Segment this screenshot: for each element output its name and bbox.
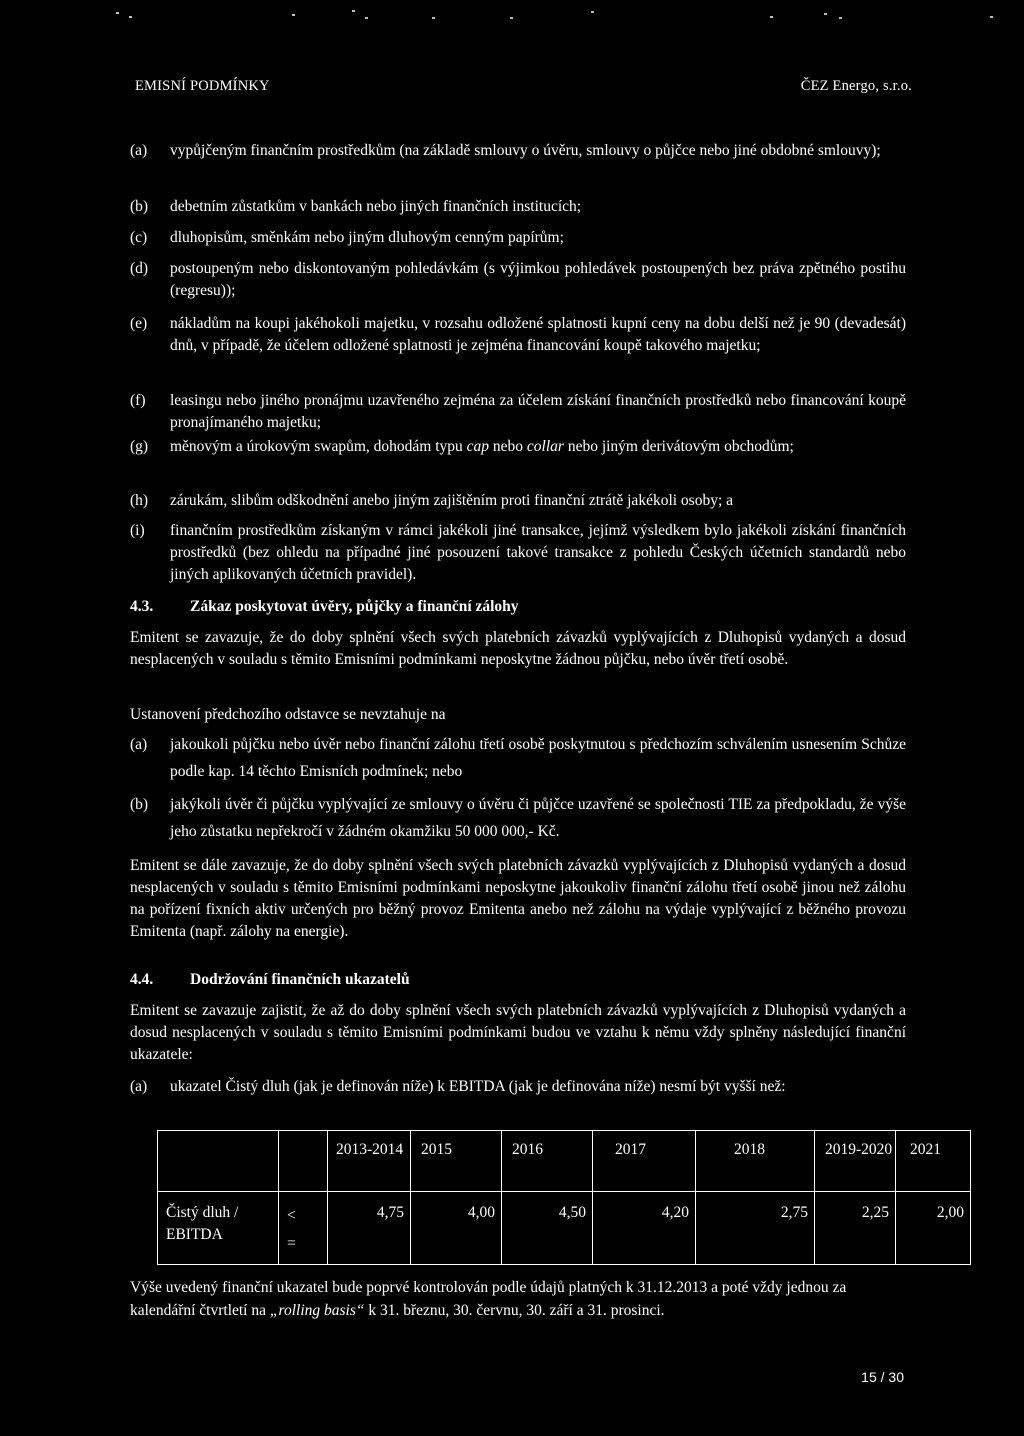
- table-header-cell: 2013-2014: [328, 1131, 411, 1192]
- list-item: [130, 1076, 906, 1098]
- table-value-cell: 2,25: [815, 1192, 896, 1265]
- list-item-text: nákladům na koupi jakéhokoli majetku, v rozsahu odložené splatnosti kupní ceny na dobu delší než je 90 (devadesát) dnů, v případě, že účelem odložené splatnosti je zejména financování koupě takového majetku;: [170, 315, 906, 354]
- list-item-text: ukazatel Čistý dluh (jak je definován níže) k EBITDA (jak je definována níže) nesmí být vyšší než:: [170, 1078, 786, 1095]
- sub-item-text: jakýkoli úvěr či půjčku vyplývající ze smlouvy o úvěru či půjčce uzavřené se společnosti TIE za předpokladu, že výše jeho zůstatku nepřekročí v žádném okamžiku 50 000 000,- Kč.: [170, 796, 906, 840]
- list-item-label: (b): [130, 198, 149, 215]
- list-item-label: (a): [130, 142, 148, 159]
- sub-item-label: (a): [130, 736, 148, 753]
- sub-item: [130, 731, 906, 785]
- page-number: 15 / 30: [861, 1369, 904, 1385]
- document-page: [130, 78, 912, 100]
- section-heading-4-4: [130, 969, 906, 991]
- header-title: EMISNÍ PODMÍNKY: [135, 78, 270, 94]
- list-item-text: leasingu nebo jiného pronájmu uzavřeného zejména za účelem získání finančních prostředků nebo financování koupě pronajímaného majetku;: [170, 392, 906, 431]
- scan-noise: [0, 8, 1024, 28]
- header-company: ČEZ Energo, s.r.o.: [800, 78, 912, 94]
- section-number: 4.4.: [130, 971, 154, 988]
- list-item-text: dluhopisům, směnkám nebo jiným dluhovým cenným papírům;: [170, 229, 564, 246]
- list-item-label: (g): [130, 438, 149, 455]
- section-title: Zákaz poskytovat úvěry, půjčky a finanční zálohy: [190, 598, 519, 615]
- operator-equal: =: [287, 1235, 296, 1252]
- section-heading-4-3: [130, 596, 906, 618]
- table-header-cell: 2016: [502, 1131, 593, 1192]
- sub-item-label: (b): [130, 796, 149, 813]
- list-item: [130, 258, 906, 302]
- table-row: [158, 1192, 971, 1265]
- table-header-cell: 2015: [411, 1131, 502, 1192]
- operator-less: <: [287, 1207, 296, 1224]
- list-item: [130, 490, 906, 512]
- table-header-cell: 2017: [593, 1131, 696, 1192]
- list-item-text: finančním prostředkům získaným v rámci jakékoli jiné transakce, jejímž výsledkem bylo jakékoli získání finančních prostředků (bez ohledu na případné jiné posouzení takové transakce z pohledu Českých účetních standardů nebo jiných aplikovaných účetních pravidel).: [170, 522, 906, 583]
- table-operator-cell: [279, 1192, 328, 1265]
- table-header-cell: 2019-2020: [815, 1131, 896, 1192]
- list-item-text: debetním zůstatkům v bankách nebo jiných finančních institucích;: [170, 198, 582, 215]
- list-item-text: měnovým a úrokovým swapům, dohodám typu cap nebo collar nebo jiným derivátovým obchodům;: [170, 438, 794, 455]
- list-item: [130, 390, 906, 434]
- table-value-cell: 2,75: [696, 1192, 815, 1265]
- page-header: [130, 78, 912, 100]
- list-item: [130, 227, 906, 249]
- list-item-label: (h): [130, 492, 149, 509]
- list-item-text: postoupeným nebo diskontovaným pohledávkám (s výjimkou pohledávek postoupených bez práva zpětného postihu (regresu));: [170, 260, 906, 299]
- list-item-label: (d): [130, 260, 149, 277]
- paragraph: Emitent se zavazuje zajistit, že až do doby splnění všech svých platebních závazků vyplývajících z Dluhopisů vydaných a dosud nesplacených v souladu s těmito Emisními podmínkami budou ve vztahu k němu vždy splněny následující finanční ukazatele:: [130, 1002, 906, 1063]
- list-item-label: (e): [130, 315, 148, 332]
- section-title: Dodržování finančních ukazatelů: [190, 971, 410, 988]
- list-item-label: (c): [130, 229, 148, 246]
- paragraph: Emitent se zavazuje, že do doby splnění všech svých platebních závazků vyplývajících z Dluhopisů vydaných a dosud nesplacených v souladu s těmito Emisními podmínkami neposkytne žádnou půjčku, nebo úvěr třetí osobě.: [130, 629, 906, 668]
- list-item: [130, 140, 906, 162]
- list-item: [130, 196, 906, 218]
- list-item: [130, 436, 906, 458]
- list-item-text: vypůjčeným finančním prostředkům (na základě smlouvy o úvěru, smlouvy o půjčce nebo jiné obdobné smlouvy);: [170, 142, 881, 159]
- table-row-label: Čistý dluh / EBITDA: [158, 1192, 279, 1265]
- table-value-cell: 4,75: [328, 1192, 411, 1265]
- table-cell-empty: [279, 1131, 328, 1192]
- table-header-cell: 2018: [696, 1131, 815, 1192]
- list-item-text: zárukám, slibům odškodnění anebo jiným zajištěním proti finanční ztrátě jakékoli osoby; a: [170, 492, 734, 509]
- paragraph: Ustanovení předchozího odstavce se nevztahuje na: [130, 706, 446, 723]
- list-item: [130, 313, 906, 357]
- table-value-cell: 4,50: [502, 1192, 593, 1265]
- table-header-cell: 2021: [896, 1131, 971, 1192]
- table-value-cell: 4,00: [411, 1192, 502, 1265]
- paragraph: Emitent se dále zavazuje, že do doby splnění všech svých platebních závazků vyplývajících z Dluhopisů vydaných a dosud nesplacených v souladu s těmito Emisními podmínkami neposkytne jakoukoliv finanční zálohu třetí osobě jinou než zálohu na pořízení fixních aktiv určených pro běžný provoz Emitenta anebo než zálohu na výdaje vyplývající z běžného provozu Emitenta (např. zálohy na energie).: [130, 857, 906, 940]
- sub-item: [130, 791, 906, 845]
- financial-ratio-table: [157, 1130, 971, 1265]
- section-number: 4.3.: [130, 598, 154, 615]
- table-value-cell: 4,20: [593, 1192, 696, 1265]
- list-item-label: (i): [130, 522, 145, 539]
- list-item-label: (f): [130, 392, 146, 409]
- sub-item-text: jakoukoli půjčku nebo úvěr nebo finanční zálohu třetí osobě poskytnutou s předchozím schválením usnesením Schůze podle kap. 14 těchto Emisních podmínek; nebo: [170, 736, 906, 780]
- table-row: [158, 1131, 971, 1192]
- footer-note: Výše uvedený finanční ukazatel bude poprvé kontrolován podle údajů platných k 31.12.2013 a poté vždy jednou za kalendářní čtvrtletí na „rolling basis“ k 31. březnu, 30. červnu, 30. září a 31. prosinci.: [130, 1279, 847, 1319]
- table-value-cell: 2,00: [896, 1192, 971, 1265]
- list-item-label: (a): [130, 1078, 148, 1095]
- table-cell-empty: [158, 1131, 279, 1192]
- list-item: [130, 520, 906, 586]
